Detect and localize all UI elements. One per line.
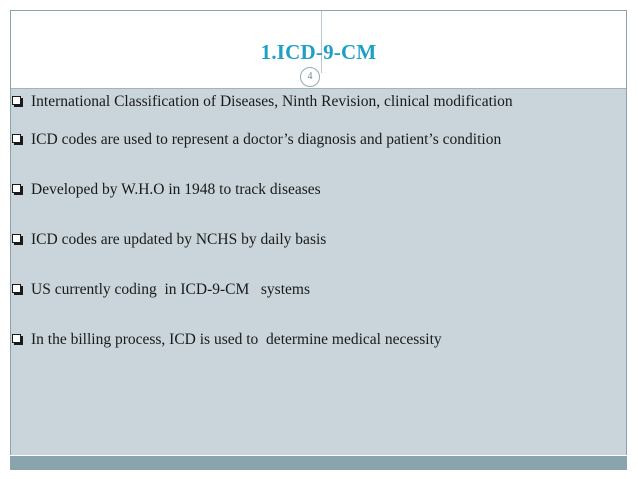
hollow-square-bullet-icon: [12, 96, 21, 105]
hollow-square-bullet-icon: [12, 134, 21, 143]
bullet-item: [8, 129, 608, 150]
bullet-text: ICD codes are updated by NCHS by daily basis: [31, 231, 327, 248]
hollow-square-bullet-icon: [12, 234, 21, 243]
bullet-item: [8, 179, 608, 200]
bullet-item: [8, 91, 608, 112]
bottom-accent-band: [10, 456, 627, 470]
bullet-list: [8, 91, 608, 350]
hollow-square-bullet-icon: [12, 284, 21, 293]
bullet-item: [8, 329, 608, 350]
slide-title: 1.ICD-9-CM: [260, 40, 377, 64]
bullet-text: Developed by W.H.O in 1948 to track diseases: [31, 181, 321, 198]
hollow-square-bullet-icon: [12, 184, 21, 193]
page-number-badge: 4: [300, 67, 320, 87]
bullet-item: [8, 229, 608, 250]
bullet-text: In the billing process, ICD is used to determine medical necessity: [31, 331, 442, 348]
bullet-text: International Classification of Diseases, Ninth Revision, clinical modification: [31, 93, 513, 110]
bullet-text: US currently coding in ICD-9-CM systems: [31, 281, 310, 298]
bullet-text: ICD codes are used to represent a doctor’s diagnosis and patient’s condition: [31, 131, 502, 148]
hollow-square-bullet-icon: [12, 334, 21, 343]
bullet-item: [8, 279, 608, 300]
